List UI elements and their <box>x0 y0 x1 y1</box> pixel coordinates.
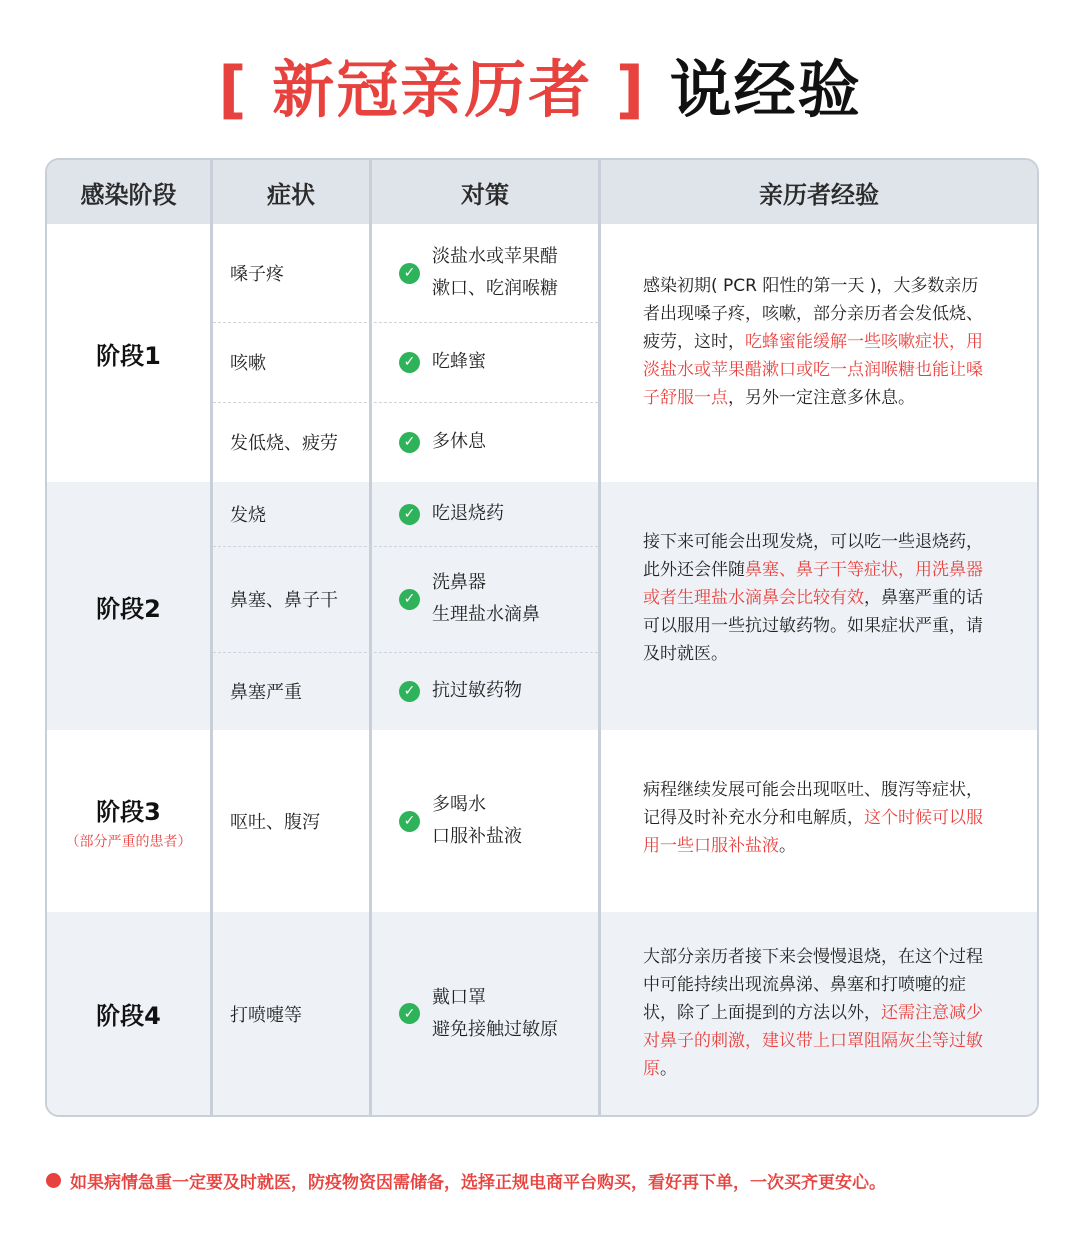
header-symptom: 症状 <box>213 160 369 224</box>
experience-segment: 。 <box>660 1059 677 1079</box>
measure-cell <box>399 912 558 1115</box>
measure-line: 避免接触过敏原 <box>432 1018 558 1040</box>
title-rest: 说经验 <box>669 53 862 126</box>
stage-label <box>47 482 210 730</box>
experience-text <box>643 776 993 860</box>
measure-line: 口服补盐液 <box>432 826 522 847</box>
measure-cell <box>399 402 486 482</box>
measure-cell <box>399 546 540 652</box>
stage-label <box>47 912 210 1115</box>
check-icon: ✓ <box>399 504 420 525</box>
symptom-cell: 呕吐、腹泻 <box>230 812 320 833</box>
stage-table <box>45 158 1039 1117</box>
symptom-cell: 鼻塞严重 <box>230 682 302 703</box>
title-bracket-close: ] <box>615 53 647 126</box>
column-divider <box>369 160 372 1115</box>
symptom-cell: 发低烧、疲劳 <box>230 433 338 454</box>
experience-segment: ，另外一定注意多休息。 <box>728 388 915 408</box>
experience-text <box>643 943 993 1083</box>
measure-line: 吃蜂蜜 <box>432 351 486 372</box>
header-experience: 亲历者经验 <box>601 160 1037 224</box>
stage-label <box>47 730 210 912</box>
experience-segment: ，鼻塞严重的话可以服用一些抗过敏药物。如果症状严重，请及时就医。 <box>643 588 983 664</box>
symptom-cell: 打喷嚏等 <box>230 1004 302 1026</box>
measure-line: 洗鼻器 <box>432 572 486 593</box>
experience-segment: 感染初期( PCR 阳性的第一天 )，大多数亲历者出现嗓子疼，咳嗽，部分亲历者会发低烧、疲劳，这时， <box>643 276 983 352</box>
check-icon: ✓ <box>399 681 420 702</box>
measure-line: 抗过敏药物 <box>432 680 522 701</box>
symptom-cell: 鼻塞、鼻子干 <box>230 590 338 611</box>
experience-highlight: 吃蜂蜜能缓解一些咳嗽症状，用淡盐水或苹果醋漱口或吃一点润喉糖也能让嗓子舒服一点 <box>643 332 983 408</box>
experience-segment: 接下来可能会出现发烧，可以吃一些退烧药，此外还会伴随 <box>643 532 983 580</box>
measure-line: 多休息 <box>432 431 486 452</box>
measure-line: 生理盐水滴鼻 <box>432 604 540 625</box>
footer-text: 如果病情急重一定要及时就医，防疫物资因需储备，选择正规电商平台购买，看好再下单，一次买齐更安心。 <box>70 1172 886 1193</box>
measure-line: 漱口、吃润喉糖 <box>432 278 558 299</box>
experience-segment: 。 <box>779 836 796 856</box>
check-icon: ✓ <box>399 352 420 373</box>
measure-cell <box>399 482 504 546</box>
experience-text <box>643 528 993 668</box>
header-measure: 对策 <box>372 160 598 224</box>
header-stage: 感染阶段 <box>47 160 210 224</box>
experience-segment: 病程继续发展可能会出现呕吐、腹泻等症状，记得及时补充水分和电解质， <box>643 780 983 828</box>
measure-cell <box>399 322 486 402</box>
experience-highlight: 这个时候可以服用一些口服补盐液 <box>643 808 983 856</box>
measure-cell <box>399 730 522 912</box>
stage-note: （部分严重的患者） <box>65 833 192 850</box>
measure-line: 戴口罩 <box>432 986 486 1008</box>
stage-name: 阶段3 <box>96 797 161 826</box>
stage-name: 阶段2 <box>96 594 161 623</box>
check-icon: ✓ <box>399 432 420 453</box>
stage-name: 阶段4 <box>96 1002 161 1030</box>
experience-highlight: 还需注意减少对鼻子的刺激，建议带上口罩阻隔灰尘等过敏原 <box>643 1003 983 1079</box>
stage-name: 阶段1 <box>96 341 161 370</box>
stage-label <box>47 224 210 482</box>
check-icon: ✓ <box>399 811 420 832</box>
symptom-cell: 嗓子疼 <box>230 264 284 285</box>
title-bracket-open: [ <box>218 53 249 126</box>
symptom-cell: 咳嗽 <box>230 353 266 374</box>
experience-text <box>643 272 993 412</box>
title-highlight: 新冠亲历者 <box>272 53 593 126</box>
measure-cell <box>399 224 558 322</box>
experience-segment: 大部分亲历者接下来会慢慢退烧，在这个过程中可能持续出现流鼻涕、鼻塞和打喷嚏的症状，除了上面提到的方法以外， <box>643 947 983 1023</box>
column-divider <box>210 160 213 1115</box>
check-icon: ✓ <box>399 1003 420 1024</box>
symptom-cell: 发烧 <box>230 505 266 526</box>
check-icon: ✓ <box>399 263 420 284</box>
footer-notice <box>46 1165 1046 1195</box>
measure-line: 淡盐水或苹果醋 <box>432 246 558 267</box>
experience-highlight: 鼻塞、鼻子干等症状，用洗鼻器或者生理盐水滴鼻会比较有效 <box>643 560 983 608</box>
red-dot-icon <box>46 1173 61 1188</box>
measure-line: 吃退烧药 <box>432 503 504 524</box>
column-divider <box>598 160 601 1115</box>
measure-line: 多喝水 <box>432 794 486 815</box>
page-title <box>0 40 1080 140</box>
measure-cell <box>399 652 522 730</box>
check-icon: ✓ <box>399 589 420 610</box>
